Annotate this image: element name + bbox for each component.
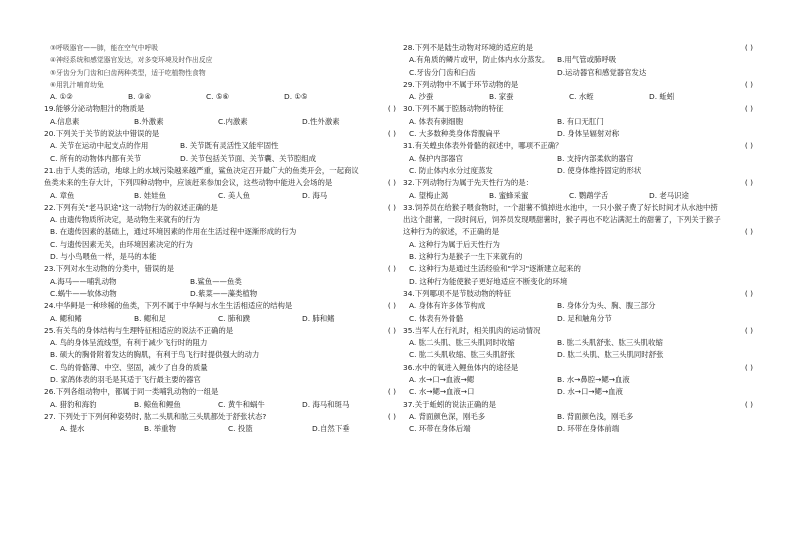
question-36: 36.水中的氧进入鲤鱼体内的途径是 ( ): [403, 362, 753, 374]
option-a[interactable]: A.有角质的鳞片或甲，防止体内水分蒸发。: [409, 55, 550, 65]
option-c[interactable]: C. 与遗传因素无关，由环境因素决定的行为: [50, 239, 193, 249]
q35-options-cd: [403, 349, 753, 361]
option-c[interactable]: C.蜗牛——软体动物: [50, 288, 117, 298]
option-c[interactable]: C. 体表有外骨骼: [409, 313, 464, 323]
answer-blank[interactable]: ( ): [744, 43, 753, 52]
answer-blank[interactable]: ( ): [744, 227, 753, 237]
question-31: 31.有关蝗虫体表外骨骼的叙述中，哪项不正确？ ( ): [403, 140, 753, 152]
option-c[interactable]: C. 水蛭: [569, 92, 594, 102]
q34-options-ab: [403, 300, 753, 312]
option-d[interactable]: D. 环带在身体前端: [557, 424, 620, 434]
option-d[interactable]: D. 海马: [302, 190, 328, 200]
question-24: 24.中华鲟是一种珍稀的鱼类，下列不属于中华鲟与水生生活相适应的结构是 ( ): [44, 300, 396, 312]
option-a[interactable]: A. 这种行为属于后天性行为: [409, 239, 500, 249]
option-b[interactable]: B. 有口无肛门: [557, 116, 604, 126]
option-d[interactable]: D. ①⑤: [284, 92, 308, 102]
q32-options: [403, 190, 753, 202]
option-b[interactable]: B. ③④: [128, 92, 152, 102]
answer-blank[interactable]: ( ): [744, 288, 753, 298]
option-c[interactable]: C. 环带在身体后端: [409, 424, 471, 434]
option-b[interactable]: B. 硕大的胸骨附着发达的胸肌，有利于鸟飞行时提供强大的动力: [50, 350, 260, 360]
option-c[interactable]: C. 大多数种类身体背腹扁平: [409, 129, 501, 139]
option-c[interactable]: C.内激素: [218, 116, 248, 126]
answer-blank[interactable]: ( ): [387, 129, 396, 139]
q23-options-cd: [44, 288, 396, 300]
right-column: [403, 42, 753, 436]
answer-blank[interactable]: ( ): [387, 325, 396, 335]
trait-line-3: ③呼吸器官——肺，能在空气中呼吸: [50, 44, 159, 52]
option-d[interactable]: D. 家鸽体表的羽毛是其适于飞行最主要的器官: [50, 375, 201, 385]
option-b[interactable]: B. 在遗传因素的基础上，通过环境因素的作用在生活过程中逐渐形成的行为: [50, 227, 297, 237]
question-35: 35.当军人在行礼时，相关肌肉的运动情况 ( ): [403, 325, 753, 337]
option-a[interactable]: A. 水→口→血液→鳃: [409, 375, 475, 385]
q19-options: [44, 116, 396, 128]
option-a[interactable]: A.信息素: [50, 116, 80, 126]
q18-options: [44, 91, 396, 103]
option-b[interactable]: B. 身体分为头、胸、腹三部分: [557, 301, 656, 311]
option-a[interactable]: A. 关节在运动中起支点的作用: [50, 141, 149, 151]
option-d[interactable]: D. 海马和斑马: [302, 399, 350, 409]
question-21-line-2: 鱼类未来的生存大计，下列四种动物中，应该赶来参加会议，这些动物中能进入会场的是 ( ): [44, 177, 396, 189]
question-21-line-1: 21.由于人类的活动，地球上的水域污染越来越严重，鲨鱼决定召开最广大的鱼类开会，一起商议: [44, 165, 359, 175]
option-c[interactable]: C. 防止体内水分过度蒸发: [409, 165, 493, 175]
option-d[interactable]: D. 蚯蚓: [649, 92, 675, 102]
answer-blank[interactable]: ( ): [387, 104, 396, 114]
q27-options: [44, 423, 396, 435]
option-b[interactable]: B.鲨鱼——鱼类: [190, 276, 242, 286]
option-c[interactable]: C. 美人鱼: [218, 190, 251, 200]
question-23: 23.下列对水生动物的分类中，错误的是 ( ): [44, 263, 396, 275]
question-19: 19.能够分泌动物胆汁的物质是 ( ): [44, 103, 396, 115]
option-d[interactable]: D. 肱二头肌、肱三头肌同时舒张: [557, 350, 664, 360]
option-c[interactable]: C. 水→鳃→血液→口: [409, 387, 475, 397]
answer-blank[interactable]: ( ): [387, 264, 396, 274]
question-34: 34.下列哪项不是节肢动物的特征 ( ): [403, 288, 753, 300]
option-a[interactable]: A. 保护内部器官: [409, 153, 463, 163]
question-33-line-3: 这种行为的叙述，不正确的是 ( ): [403, 226, 753, 238]
answer-blank[interactable]: ( ): [744, 79, 753, 89]
question-32: 32.下列动物行为属于先天性行为的是： ( ): [403, 177, 753, 189]
option-b[interactable]: B. 举重物: [144, 424, 176, 434]
option-b[interactable]: B. 水→鼻腔→鳃→血液: [557, 375, 630, 385]
option-b[interactable]: B.外激素: [134, 116, 164, 126]
q26-options: [44, 399, 396, 411]
option-d[interactable]: D.性外激素: [302, 116, 340, 126]
option-c[interactable]: C. 投篮: [228, 424, 253, 434]
option-d[interactable]: D. 水→口→鳃→血液: [557, 387, 623, 397]
answer-blank[interactable]: ( ): [744, 362, 753, 372]
option-a[interactable]: A. 猎豹和海豹: [50, 399, 97, 409]
answer-blank[interactable]: ( ): [387, 387, 396, 397]
option-c[interactable]: C. 肺和蹼: [218, 313, 251, 323]
q35-options-ab: [403, 337, 753, 349]
option-d[interactable]: D.运动器官和感觉器官发达: [557, 67, 647, 77]
option-c[interactable]: C. 鸟的骨骼薄、中空、坚固，减少了自身的质量: [50, 362, 208, 372]
q37-options-ab: [403, 411, 753, 423]
option-a[interactable]: A. 章鱼: [50, 190, 75, 200]
option-d[interactable]: D. 与小鸟喂鱼一样，是马的本能: [50, 252, 157, 262]
answer-blank[interactable]: ( ): [387, 411, 396, 421]
option-a[interactable]: A. 肱二头肌、肱三头肌同时收缩: [409, 338, 515, 348]
question-30: 30.下列不属于腔肠动物的特征 ( ): [403, 103, 753, 115]
question-29: 29.下列动物中不属于环节动物的是 ( ): [403, 79, 753, 91]
q31-options-cd: [403, 165, 753, 177]
q36-options-ab: [403, 374, 753, 386]
option-d[interactable]: D. 这种行为能使猴子更好地适应不断变化的环境: [409, 276, 568, 286]
q30-options-cd: [403, 128, 753, 140]
question-37: 37.关于蚯蚓的说法正确的是 ( ): [403, 399, 753, 411]
q20-options-cd: [44, 153, 396, 165]
option-a[interactable]: A. 鸟的身体呈流线型，有利于减少飞行时的阻力: [50, 338, 208, 348]
trait-line-6: ⑥用乳汁哺育幼兔: [50, 80, 104, 89]
option-d[interactable]: D. 使身体维持固定的形状: [557, 165, 642, 175]
question-27: 27. 下列处于下列何种姿势时, 肱二头肌和肱三头肌都处于舒张状态? ( ): [44, 411, 396, 423]
option-b[interactable]: B. 关节既有灵活性又能牢固性: [180, 141, 279, 151]
question-28: 28.下列不是陆生动物对环境的适应的是 ( ): [403, 42, 753, 54]
q20-options-ab: [44, 140, 396, 152]
option-c[interactable]: C. ⑤⑥: [206, 92, 230, 102]
option-b[interactable]: B. 支持内部柔软的器官: [557, 153, 634, 163]
answer-blank[interactable]: ( ): [387, 301, 396, 311]
option-a[interactable]: A. 背面颜色深，刚毛多: [409, 411, 486, 421]
option-a[interactable]: A. 沙蚕: [409, 92, 434, 102]
option-c[interactable]: C. 黄牛和蜗牛: [218, 399, 265, 409]
option-c[interactable]: C. 肱二头肌收缩、肱三头肌舒张: [409, 350, 515, 360]
answer-blank[interactable]: ( ): [744, 399, 753, 409]
question-25: 25.有关鸟的身体结构与生理特征相适应的说法不正确的是 ( ): [44, 325, 396, 337]
option-c[interactable]: C.牙齿分门齿和臼齿: [409, 67, 476, 77]
option-b[interactable]: B.用气管或肺呼吸: [557, 55, 617, 65]
option-d[interactable]: D.紫菜——藻类植物: [190, 288, 258, 298]
answer-blank[interactable]: ( ): [744, 141, 753, 151]
trait-line-5: ⑤牙齿分为门齿和臼齿两种类型，适于吃植物性食物: [50, 68, 206, 77]
option-a[interactable]: A. 身体有许多体节构成: [409, 301, 486, 311]
option-b[interactable]: B. 家蚕: [489, 92, 514, 102]
answer-blank[interactable]: ( ): [744, 325, 753, 335]
trait-line-4: ④神经系统和感觉器官发达，对多变环境及时作出反应: [50, 56, 213, 65]
q21-options: [44, 190, 396, 202]
q30-options-ab: [403, 116, 753, 128]
question-22: 22.下列有关"老马识途"这一动物行为的叙述正确的是 ( ): [44, 202, 396, 214]
question-26: 26.下列各组动物中，都属于同一类哺乳动物的一组是 ( ): [44, 386, 396, 398]
answer-blank[interactable]: ( ): [387, 178, 396, 188]
option-d[interactable]: D. 老马识途: [649, 190, 689, 200]
q34-options-cd: [403, 313, 753, 325]
answer-blank[interactable]: ( ): [744, 178, 753, 188]
option-a[interactable]: A. 体表有刺细胞: [409, 116, 463, 126]
option-a[interactable]: A. ①②: [50, 92, 73, 102]
question-33-line-1: 33.饲养员在给猴子喂食物时，一个甜薯不慎掉进水池中，一只小猴子费了好长时间才从水池中捞: [403, 202, 718, 212]
option-b[interactable]: B. 蜜蜂采蜜: [489, 190, 529, 200]
option-d[interactable]: D. 足和触角分节: [557, 313, 612, 323]
option-d[interactable]: D. 关节包括关节面、关节囊、关节腔组成: [180, 153, 317, 163]
option-a[interactable]: A. 鳃和鳍: [50, 313, 82, 323]
question-20: 20.下列关于关节的说法中错误的是 ( ): [44, 128, 396, 140]
answer-blank[interactable]: ( ): [387, 202, 396, 212]
q28-options-ab: [403, 54, 753, 66]
option-b[interactable]: B. 鳃和足: [134, 313, 166, 323]
option-c[interactable]: C. 所有的动物体内都有关节: [50, 153, 142, 163]
option-b[interactable]: B. 肱二头肌舒张、肱三头肌收缩: [557, 338, 663, 348]
option-d[interactable]: D.自然下垂: [312, 424, 350, 434]
option-b[interactable]: B. 娃娃鱼: [134, 190, 166, 200]
question-33-line-2: 出这个甜薯，一段时间后，饲养员发现喂甜薯时，猴子再也不吃沾满泥土的甜薯了，下列关于猴子: [403, 215, 721, 225]
option-b[interactable]: B. 这种行为是猴子一生下来就有的: [409, 252, 523, 262]
option-b[interactable]: B. 背面颜色浅，刚毛多: [557, 411, 634, 421]
option-a[interactable]: A. 提水: [60, 424, 85, 434]
option-c[interactable]: C. 鹦鹉学舌: [569, 190, 609, 200]
q23-options-ab: [44, 276, 396, 288]
q28-options-cd: [403, 67, 753, 79]
q29-options: [403, 91, 753, 103]
q24-options: [44, 313, 396, 325]
option-a[interactable]: A.海马——哺乳动物: [50, 276, 117, 286]
option-c[interactable]: C. 这种行为是通过生活经验和"学习"逐渐建立起来的: [409, 264, 581, 274]
answer-blank[interactable]: ( ): [744, 104, 753, 114]
option-d[interactable]: D. 肺和鳍: [302, 313, 335, 323]
option-d[interactable]: D. 身体呈辐射对称: [557, 129, 620, 139]
q36-options-cd: [403, 386, 753, 398]
option-b[interactable]: B. 鲸鱼和鲤鱼: [134, 399, 181, 409]
option-a[interactable]: A. 由遗传物质所决定，是动物生来就有的行为: [50, 215, 201, 225]
q37-options-cd: [403, 423, 753, 435]
left-column: [44, 42, 396, 436]
option-a[interactable]: A. 望梅止渴: [409, 190, 449, 200]
q31-options-ab: [403, 153, 753, 165]
